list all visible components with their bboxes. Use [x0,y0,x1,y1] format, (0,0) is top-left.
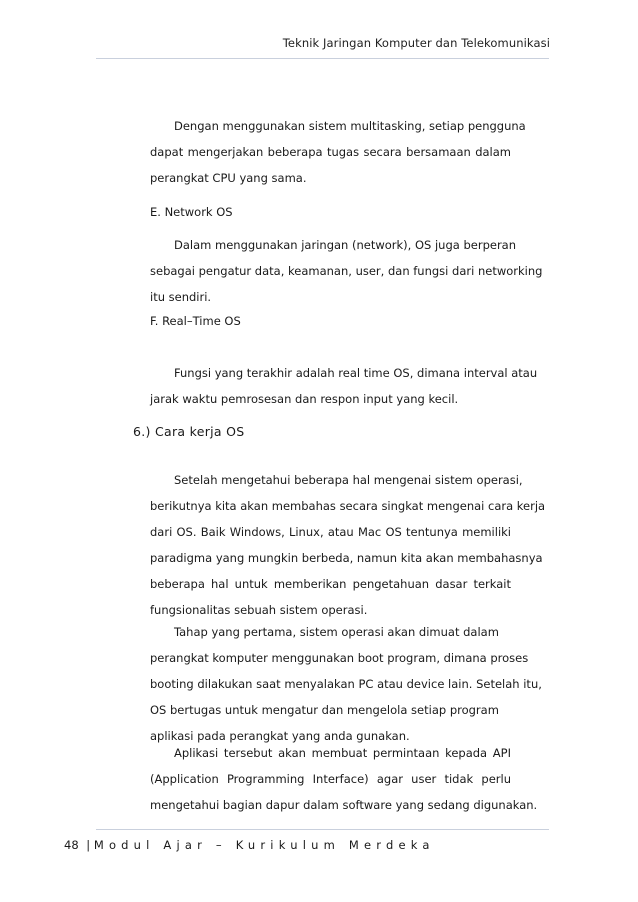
text-line: berikutnya kita akan membahas secara singkat mengenai cara kerja [150,499,546,513]
text-line: Dengan menggunakan sistem multitasking, setiap pengguna [174,119,526,133]
paragraph-multitasking [150,113,526,191]
footer-title: Modul Ajar – Kurikulum Merdeka [93,838,435,852]
paragraph-aplikasi-api [150,740,538,818]
text-line: jarak waktu pemrosesan dan respon input yang kecil. [150,392,459,406]
subheading-realtime-os: F. Real–Time OS [150,314,241,328]
text-line: Dalam menggunakan jaringan (network), OS juga berperan [174,238,517,252]
text-line: perangkat komputer menggunakan boot program, dimana proses [150,651,529,665]
footer-separator: | [86,838,91,852]
text-line: Aplikasi tersebut akan membuat permintaan kepada API [174,746,511,760]
paragraph-cara-kerja-intro [150,467,546,623]
text-line: Setelah mengetahui beberapa hal mengenai sistem operasi, [174,473,523,487]
paragraph-realtime-os [150,360,538,412]
paragraph-network-os [150,232,543,310]
text-line: sebagai pengatur data, keamanan, user, dan fungsi dari networking [150,264,543,278]
text-line: aplikasi pada perangkat yang anda gunakan. [150,729,410,743]
text-line: booting dilakukan saat menyalakan PC atau device lain. Setelah itu, [150,677,542,691]
paragraph-tahap-pertama [150,619,542,749]
text-line: fungsionalitas sebuah sistem operasi. [150,603,368,617]
page-number: 48 [64,838,79,852]
text-line: dapat mengerjakan beberapa tugas secara bersamaan dalam [150,145,511,159]
text-line: dari OS. Baik Windows, Linux, atau Mac OS tentunya memiliki [150,525,511,539]
text-line: itu sendiri. [150,290,212,304]
section-heading-cara-kerja-os: 6.) Cara kerja OS [133,424,245,439]
text-line: Fungsi yang terakhir adalah real time OS, dimana interval atau [174,366,538,380]
footer-divider [96,829,549,830]
text-line: beberapa hal untuk memberikan pengetahuan dasar terkait [150,577,511,591]
text-line: perangkat CPU yang sama. [150,171,307,185]
subheading-network-os: E. Network OS [150,205,233,219]
running-header: Teknik Jaringan Komputer dan Telekomunikasi [282,36,550,50]
page-footer [64,838,435,852]
text-line: (Application Programming Interface) agar user tidak perlu [150,772,511,786]
text-line: OS bertugas untuk mengatur dan mengelola setiap program [150,703,499,717]
text-line: paradigma yang mungkin berbeda, namun kita akan membahasnya [150,551,543,565]
header-divider [96,58,549,59]
text-line: Tahap yang pertama, sistem operasi akan dimuat dalam [174,625,499,639]
text-line: mengetahui bagian dapur dalam software yang sedang digunakan. [150,798,538,812]
